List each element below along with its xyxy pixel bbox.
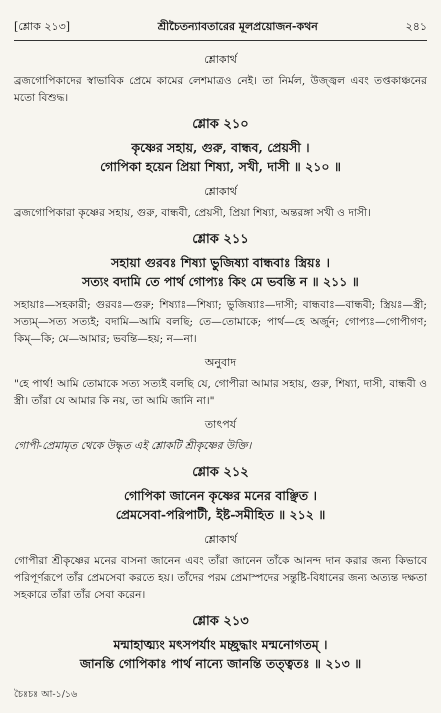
header-chapter-title: শ্রীচৈতন্যাবতারের মূলপ্রয়োজন-কথন bbox=[157, 20, 318, 33]
paragraph: ব্রজগোপিকাদের স্বাভাবিক প্রেমে কামের লেশমাত্রও নেই। তা নির্মল, উজ্জ্বল এবং তপ্তকাঞ্চনের মতো বিশুদ্ধ। bbox=[14, 75, 427, 104]
section-label: অনুবাদ bbox=[204, 356, 237, 370]
purport-paragraph: গোপী-প্রেমামৃত থেকে উদ্ধৃত এই শ্লোকটি শ্রীকৃষ্ণের উক্তি। bbox=[14, 440, 252, 452]
shloka-heading: শ্লোক ২১২ bbox=[192, 464, 249, 480]
header-page-number: ২৪১ bbox=[405, 20, 427, 33]
section-label: শ্লোকার্থ bbox=[204, 53, 237, 66]
translation-paragraph: "হে পার্থ! আমি তোমাকে সত্য সত্যই বলছি যে, গোপীরা আমার সহায়, গুরু, শিষ্যা, দাসী, বান্ধবী ও স্ত্রী। তাঁরা যে আমার কি নয়, তা আমি জানি না।" bbox=[14, 378, 427, 408]
section-label: শ্লোকার্থ bbox=[204, 532, 237, 546]
page-footer: চৈঃচঃ আ-১/১৬ bbox=[14, 689, 78, 700]
shloka-heading: শ্লোক ২১০ bbox=[192, 116, 249, 132]
verse-line: গোপিকা হয়েন প্রিয়া শিষ্যা, সখী, দাসী ॥ ২১০ ॥ bbox=[100, 159, 341, 175]
word-meaning-paragraph: সহায়াঃ—সহকারী; গুরবঃ—গুরু; শিষ্যাঃ—শিষ্যা; ভুজিষ্যাঃ—দাসী; বান্ধবাঃ—বান্ধবী; স্ত্রিয়ঃ—স্ত্রী; সত্যম্—সত্য সত্যই; বদামি—আমি বলছি; তে—তোমাকে; পার্থ—হে অর্জুন; গোপ্যঃ—গোপীগণ; কিম্—কি; মে—আমার; ভবন্তি—হয়; ন—না। bbox=[14, 299, 427, 346]
page-header bbox=[14, 0, 427, 37]
verse-line: জানন্তি গোপিকাঃ পার্থ নান্যে জানন্তি তত্ত্বতঃ ॥ ২১৩ ॥ bbox=[79, 655, 362, 671]
verse-line: সত্যং বদামি তে পার্থ গোপ্যঃ কিং মে ভবন্তি ন ॥ ২১১ ॥ bbox=[82, 273, 359, 289]
header-rule bbox=[14, 40, 427, 41]
shloka-heading: শ্লোক ২১১ bbox=[192, 231, 249, 247]
shloka-heading: শ্লোক ২১৩ bbox=[192, 613, 249, 629]
section-label: তাৎপর্য bbox=[204, 418, 237, 431]
paragraph: গোপীরা শ্রীকৃষ্ণের মনের বাসনা জানেন এবং তাঁরা জানেন তাঁকে আনন্দ দান করার জন্য কিভাবে পরিপূর্ণরূপে তাঁর প্রেমসেবা করতে হয়। তাঁদের পরম প্রেমাস্পদের সন্তুষ্টি-বিধানের জন্য অত্যন্ত দক্ষতা সহকারে তাঁরা তাঁর সেবা করেন। bbox=[14, 554, 427, 601]
verse-line: সহায়া গুরবঃ শিষ্যা ভুজিষ্যা বান্ধবাঃ স্ত্রিয়ঃ । bbox=[111, 254, 330, 270]
paragraph: ব্রজগোপিকারা কৃষ্ণের সহায়, গুরু, বান্ধবী, প্রেয়সী, প্রিয়া শিষ্যা, অন্তরঙ্গা সখী ও দাসী। bbox=[14, 206, 371, 219]
section-label: শ্লোকার্থ bbox=[204, 184, 237, 198]
header-verse-ref: [শ্লোক ২১৩] bbox=[14, 20, 71, 33]
verse-line: কৃষ্ণের সহায়, গুরু, বান্ধব, প্রেয়সী । bbox=[131, 139, 310, 155]
page-body bbox=[14, 51, 427, 673]
verse-line: মন্মাহাত্ম্যং মৎসপর্যাং মচ্ছ্রদ্ধাং মন্মনোগতম্ । bbox=[113, 636, 328, 652]
verse-line: প্রেমসেবা-পরিপাটী, ইষ্ট-সমীহিত ॥ ২১২ ॥ bbox=[115, 507, 326, 523]
verse-line: গোপিকা জানেন কৃষ্ণের মনের বাঞ্ছিত । bbox=[124, 487, 317, 503]
